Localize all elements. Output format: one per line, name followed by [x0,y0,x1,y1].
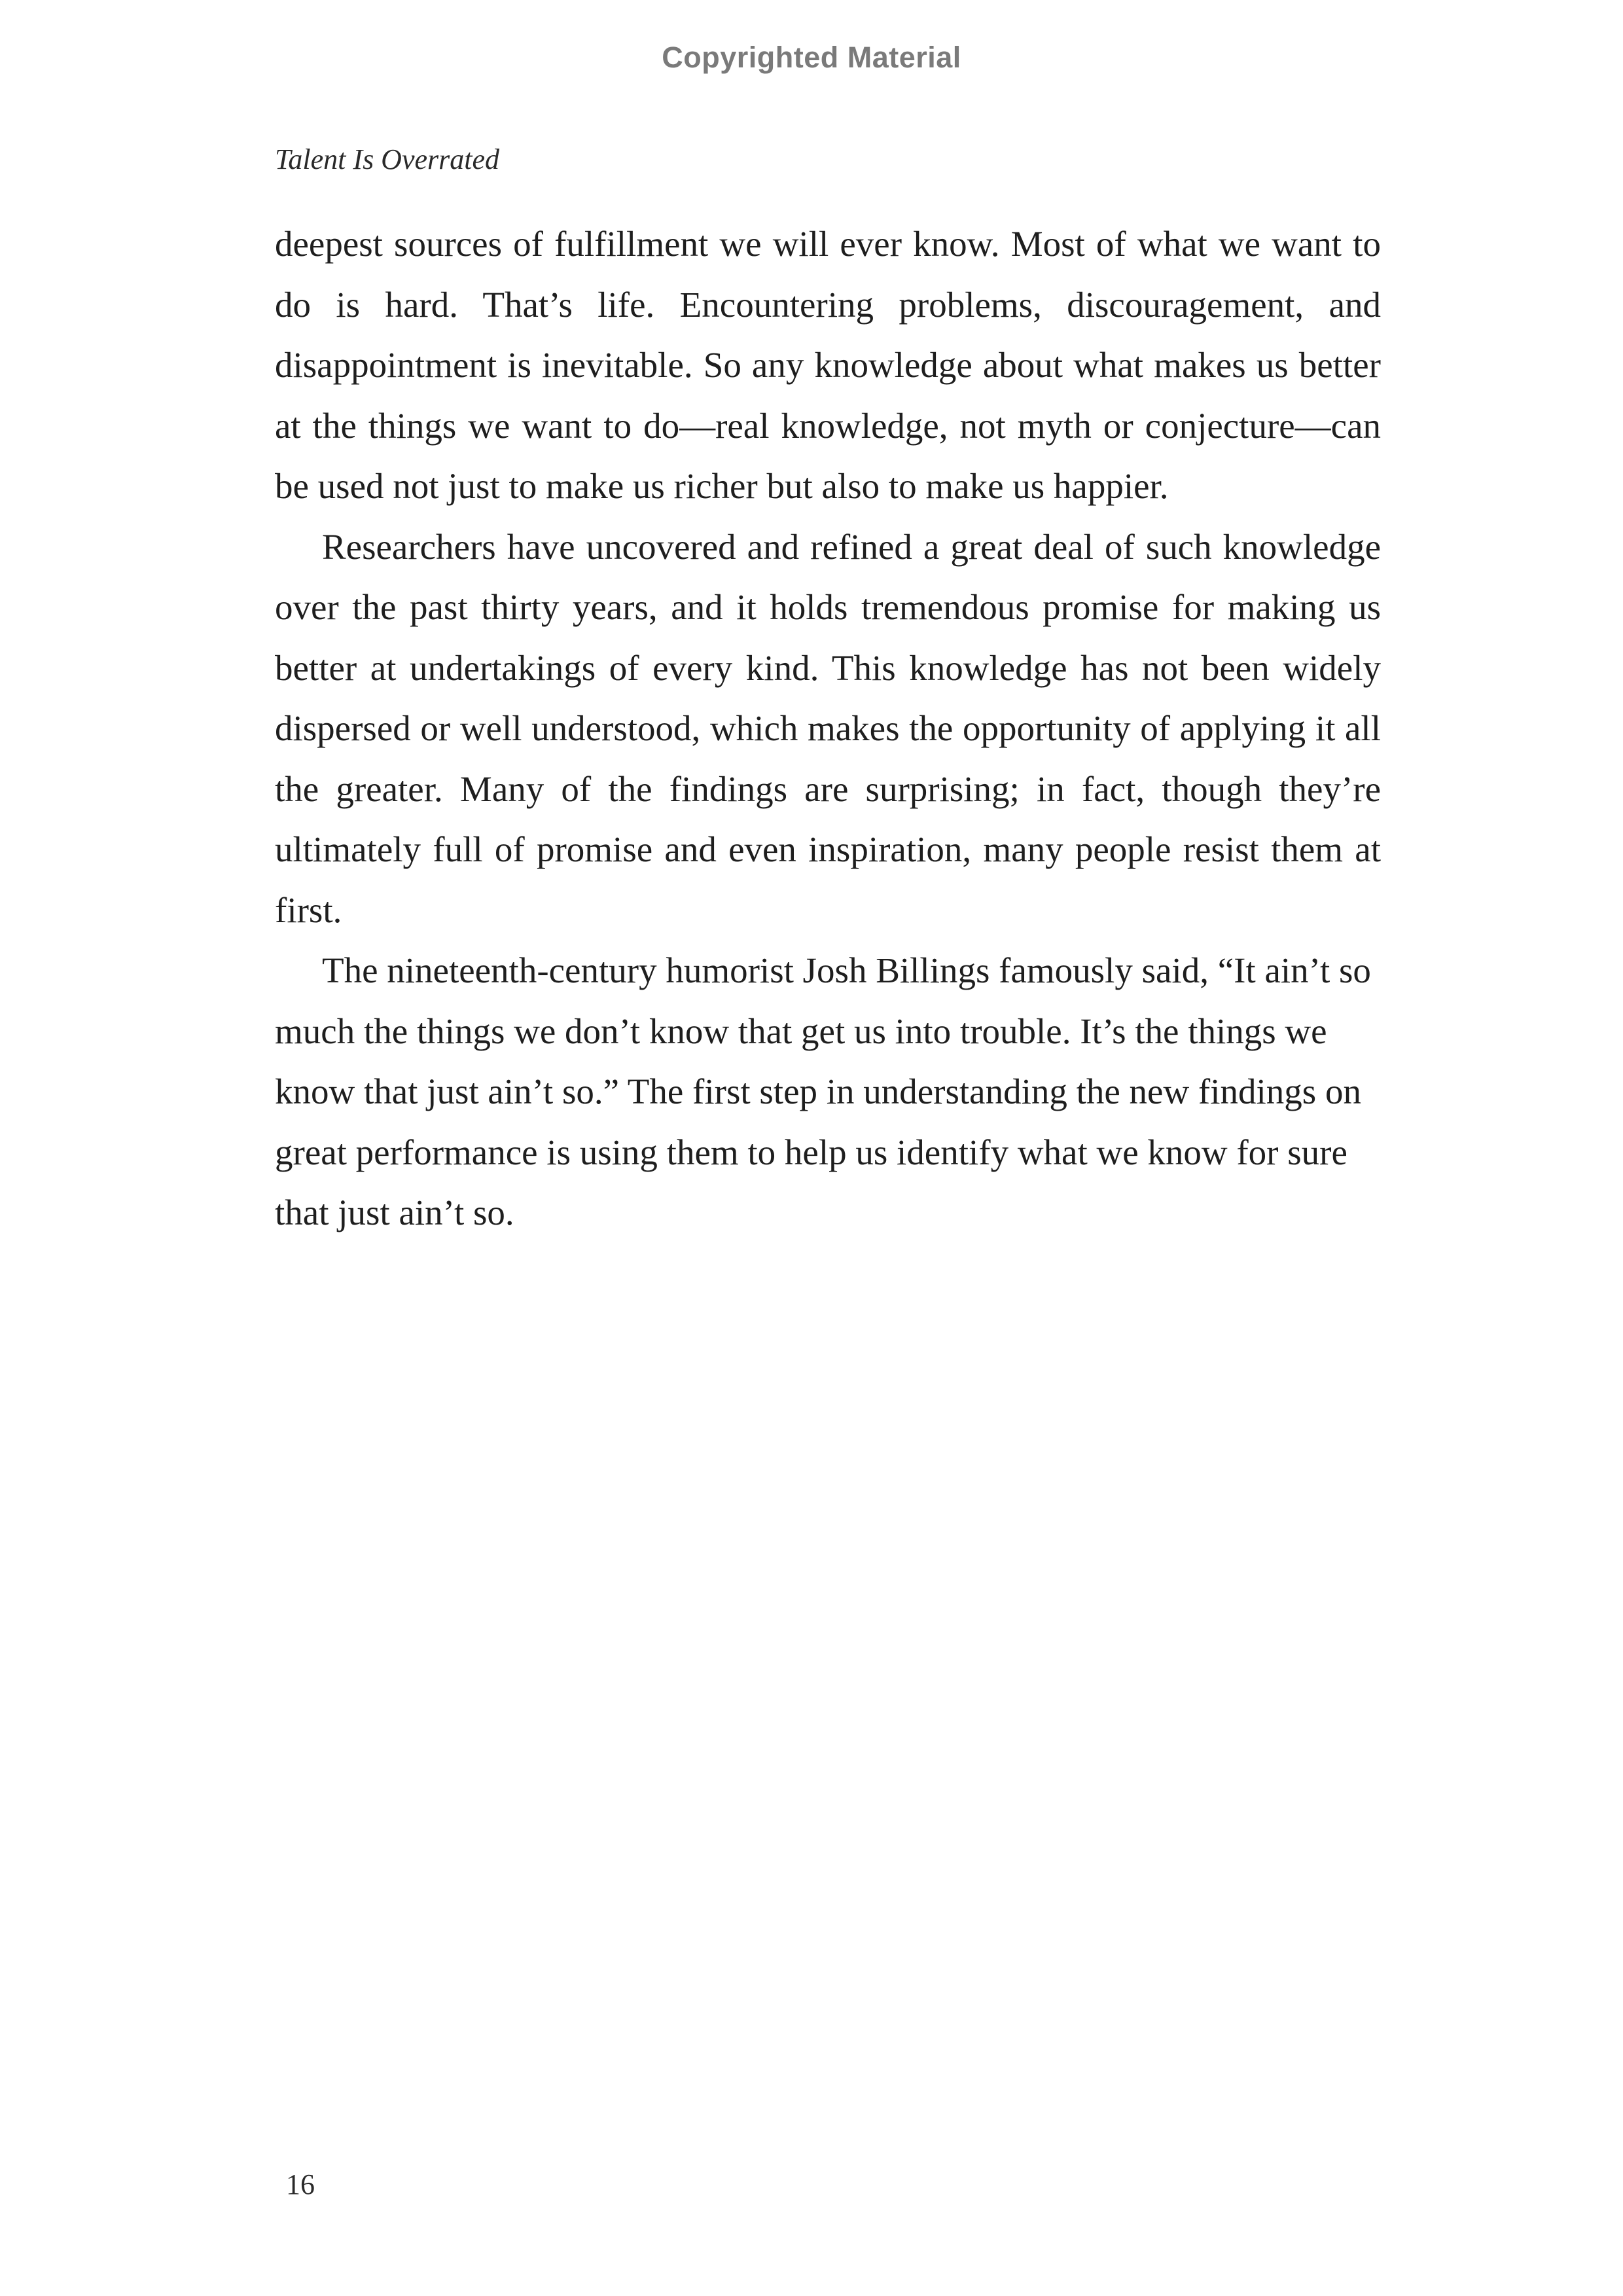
paragraph: The nineteenth-century humorist Josh Billings famously said, “It ain’t so much the things we don’t know that get us into trouble. It’s the things we know that just ain’t so.” The first step in understanding the new findings on great performance is using them to help us identify what we know for sure that just ain’t so. [275,950,1371,1232]
paragraph: Researchers have uncovered and refined a great deal of such knowledge over the past thirty years, and it holds tremendous promise for making us better at undertakings of every kind. This knowledge has not been widely dispersed or well understood, which makes the opportunity of applying it all the greater. Many of the findings are surprising; in fact, though they’re ultimately full of promise and even inspiration, many people resist them at first. [275,526,1381,930]
page-number: 16 [286,2168,315,2200]
body-text [275,214,1381,1244]
running-head: Talent Is Overrated [275,143,500,175]
paragraph-continued: deepest sources of fulfillment we will ever know. Most of what we want to do is hard. That’s life. Encountering problems, discouragement, and disappointment is inevitable. So any knowledge about what makes us better at the things we want to do—real knowledge, not myth or conjecture—can be used not just to make us richer but also to make us happier. [275,224,1381,506]
copyright-watermark: Copyrighted Material [662,41,961,74]
